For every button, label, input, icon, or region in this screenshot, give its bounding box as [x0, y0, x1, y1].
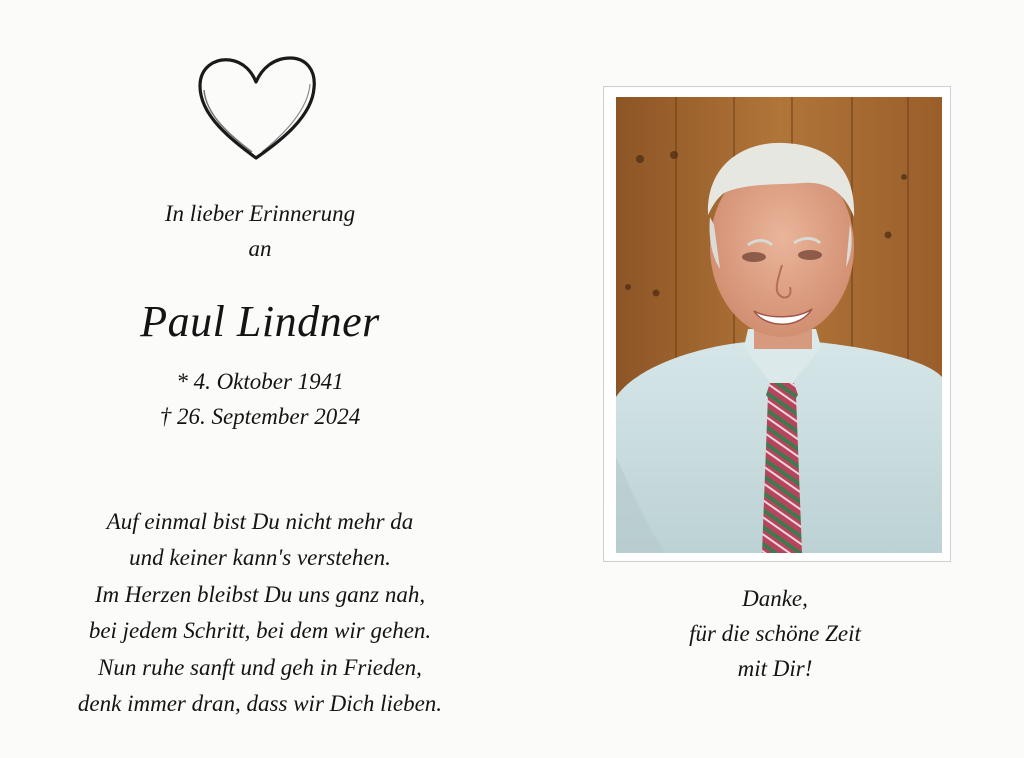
- memorial-poem: [0, 504, 520, 722]
- dedication-line: an: [248, 236, 272, 261]
- dedication-line: In lieber Erinnerung: [164, 201, 356, 226]
- dedication: [0, 196, 520, 266]
- poem-line: Nun ruhe sanft und geh in Frieden,: [98, 654, 422, 680]
- poem-line: Auf einmal bist Du nicht mehr da: [106, 509, 414, 534]
- poem-line: Im Herzen bleibst Du uns ganz nah,: [94, 581, 426, 607]
- portrait-photo: [616, 97, 942, 553]
- life-dates: [0, 364, 520, 434]
- thanks-line: mit Dir!: [737, 656, 813, 681]
- thanks-line: für die schöne Zeit: [689, 621, 861, 646]
- heart-outline-icon: [192, 54, 322, 166]
- poem-line: und keiner kann's verstehen.: [129, 545, 391, 571]
- death-date: † 26. September 2024: [159, 404, 361, 429]
- poem-line: denk immer dran, dass wir Dich lieben.: [77, 691, 443, 717]
- thanks-line: Danke,: [742, 586, 808, 611]
- portrait-frame: [603, 86, 951, 562]
- deceased-name: Paul Lindner: [140, 297, 380, 346]
- birth-date: * 4. Oktober 1941: [176, 369, 344, 394]
- thanks-message: [600, 581, 950, 686]
- poem-line: bei jedem Schritt, bei dem wir gehen.: [88, 618, 432, 644]
